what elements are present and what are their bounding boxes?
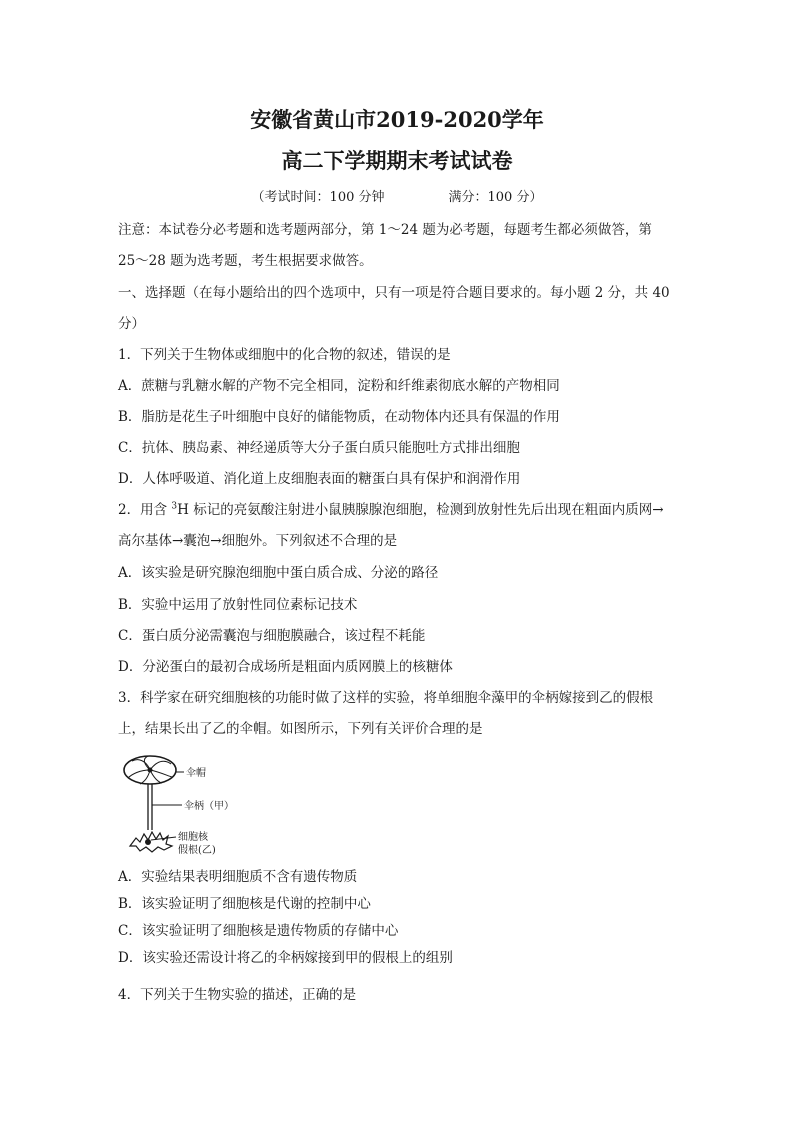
q3-option-a: A．实验结果表明细胞质不含有遗传物质 bbox=[118, 869, 358, 885]
label-cap: 伞帽 bbox=[186, 768, 206, 779]
q2-stem-superscript: 3 bbox=[171, 501, 178, 512]
rhizoid-drawing bbox=[130, 832, 172, 852]
q3-option-d: D．该实验还需设计将乙的伞柄嫁接到甲的假根上的组别 bbox=[118, 950, 453, 966]
q2-option-d: D．分泌蛋白的最初合成场所是粗面内质网膜上的核糖体 bbox=[118, 659, 453, 675]
label-nucleus: 细胞核 bbox=[178, 832, 208, 843]
exam-time: （考试时间：100 分钟 bbox=[251, 190, 385, 205]
q2-stem-line-2: 高尔基体→囊泡→细胞外。下列叙述不合理的是 bbox=[118, 533, 398, 549]
q2-option-a: A．该实验是研究腺泡细胞中蛋白质合成、分泌的路径 bbox=[118, 565, 439, 581]
q2-option-c: C．蛋白质分泌需囊泡与细胞膜融合，该过程不耗能 bbox=[118, 628, 426, 644]
q2-stem-post: H 标记的亮氨酸注射进小鼠胰腺腺泡细胞，检测到放射性先后出现在粗面内质网→ bbox=[177, 502, 664, 518]
q1-option-a: A．蔗糖与乳糖水解的产物不完全相同，淀粉和纤维素彻底水解的产物相同 bbox=[118, 378, 560, 394]
q3-option-c: C．该实验证明了细胞核是遗传物质的存储中心 bbox=[118, 923, 399, 939]
q1-stem: 1．下列关于生物体或细胞中的化合物的叙述，错误的是 bbox=[118, 347, 451, 363]
section-heading-line-2: 分） bbox=[118, 316, 145, 332]
nucleus-dot bbox=[145, 839, 151, 845]
label-stalk: 伞柄（甲） bbox=[184, 801, 234, 812]
q2-option-b: B．实验中运用了放射性同位素标记技术 bbox=[118, 597, 358, 613]
q3-option-b: B．该实验证明了细胞核是代谢的控制中心 bbox=[118, 896, 371, 912]
cap-drawing bbox=[124, 756, 176, 784]
notice-line-1: 注意：本试卷分必考题和选考题两部分，第 1～24 题为必考题，每题考生都必须做答，第 bbox=[118, 222, 652, 238]
stalk-drawing bbox=[148, 784, 152, 830]
full-score: 满分：100 分） bbox=[448, 190, 543, 205]
exam-subtitle: 高二下学期期末考试试卷 bbox=[281, 148, 513, 173]
q3-stem-line-2: 上，结果长出了乙的伞帽。如图所示，下列有关评价合理的是 bbox=[118, 721, 483, 737]
notice-line-2: 25～28 题为选考题，考生根据要求做答。 bbox=[118, 253, 373, 269]
q3-stem-line-1: 3．科学家在研究细胞核的功能时做了这样的实验，将单细胞伞藻甲的伞柄嫁接到乙的假根 bbox=[118, 690, 654, 706]
section-heading-line-1: 一、选择题（在每小题给出的四个选项中，只有一项是符合题目要求的。每小题 2 分，共 40 bbox=[118, 285, 670, 301]
q2-stem-line-1 bbox=[118, 498, 664, 518]
exam-meta bbox=[0, 186, 794, 205]
q2-stem-pre: 2．用含 bbox=[118, 502, 172, 518]
label-rhizoid: 假根(乙) bbox=[178, 845, 216, 856]
q4-stem: 4．下列关于生物实验的描述，正确的是 bbox=[118, 987, 357, 1003]
acetabularia-figure bbox=[118, 750, 248, 860]
q1-option-c: C．抗体、胰岛素、神经递质等大分子蛋白质只能胞吐方式排出细胞 bbox=[118, 440, 520, 456]
q1-option-b: B．脂肪是花生子叶细胞中良好的储能物质，在动物体内还具有保温的作用 bbox=[118, 409, 560, 425]
exam-title: 安徽省黄山市2019-2020学年 bbox=[250, 107, 544, 132]
q1-option-d: D．人体呼吸道、消化道上皮细胞表面的糖蛋白具有保护和润滑作用 bbox=[118, 471, 521, 487]
